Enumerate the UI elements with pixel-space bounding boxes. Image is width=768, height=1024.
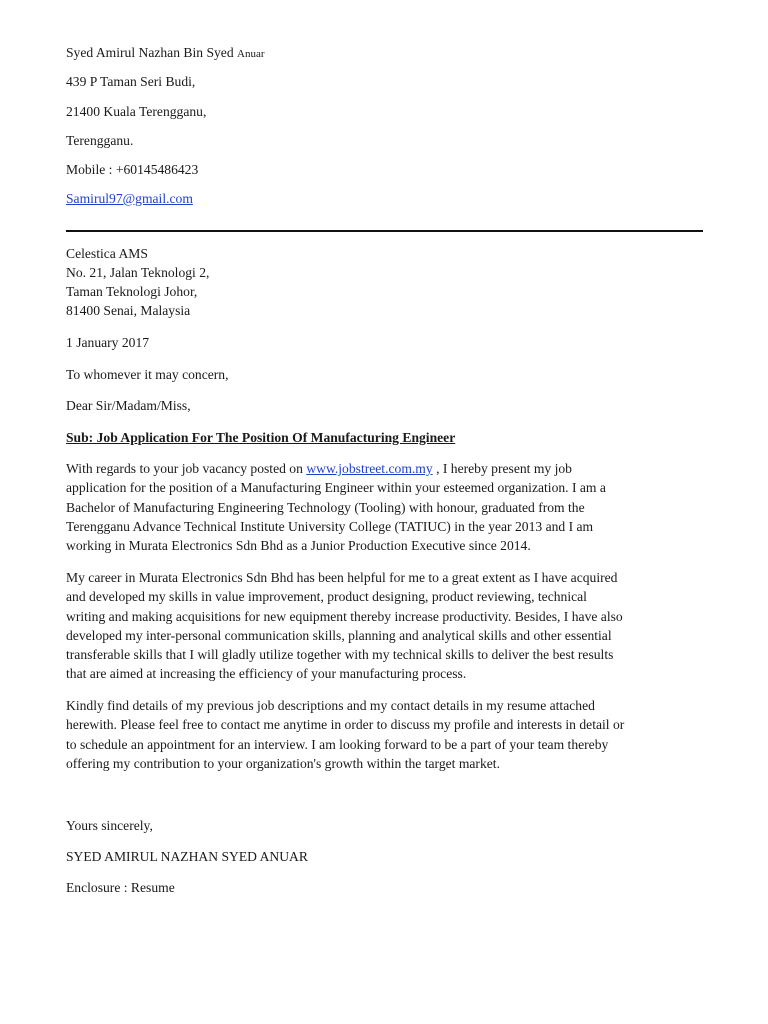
paragraph-2-line: My career in Murata Electronics Sdn Bhd has been helpful for me to a great extent as I have acquired — [66, 570, 618, 585]
paragraph-2-line: transferable skills that I will gladly utilize together with my technical skills to deliver the best results — [66, 647, 614, 663]
paragraph-3-line: herewith. Please feel free to contact me anytime in order to discuss my profile and interests in detail or — [66, 717, 625, 733]
paragraph-2-line: developed my inter-personal communication skills, planning and analytical skills and other essential — [66, 627, 612, 643]
jobstreet-link[interactable]: www.jobstreet.com.my — [306, 461, 433, 476]
enclosure: Enclosure : Resume — [66, 880, 175, 895]
paragraph-1 — [66, 459, 706, 555]
paragraph-3-line: Kindly find details of my previous job descriptions and my contact details in my resume attached — [66, 698, 595, 713]
recipient-address-line2: Taman Teknologi Johor, — [66, 284, 198, 299]
letter-page — [66, 0, 706, 1024]
paragraph-3-line: to schedule an appointment for an interview. I am looking forward to be a part of your team thereby — [66, 736, 609, 752]
letter-date: 1 January 2017 — [66, 335, 150, 350]
paragraph-1-line: working in Murata Electronics Sdn Bhd as a Junior Production Executive since 2014. — [66, 538, 531, 554]
paragraph-1-line: application for the position of a Manufacturing Engineer within your esteemed organization. I am a — [66, 480, 606, 496]
paragraph-2-line: that are aimed at increasing the efficiency of your manufacturing process. — [66, 666, 467, 682]
paragraph-1-line-0: With regards to your job vacancy posted on www.jobstreet.com.my , I hereby present my job — [66, 461, 572, 476]
salutation-general: To whomever it may concern, — [66, 367, 229, 382]
sender-address-line2: 21400 Kuala Terengganu, — [66, 104, 207, 119]
subject-line: Sub: Job Application For The Position Of Manufacturing Engineer — [66, 430, 456, 445]
sender-name: Syed Amirul Nazhan Bin Syed Anuar — [66, 45, 265, 60]
salutation-dear: Dear Sir/Madam/Miss, — [66, 398, 191, 413]
signature-name: SYED AMIRUL NAZHAN SYED ANUAR — [66, 849, 308, 864]
sender-email-link[interactable]: Samirul97@gmail.com — [66, 191, 193, 206]
recipient-address-line3: 81400 Senai, Malaysia — [66, 303, 191, 318]
sender-address-line3: Terengganu. — [66, 133, 134, 148]
paragraph-2-line: and developed my skills in value improvement, product designing, product reviewing, technical — [66, 589, 587, 605]
closing: Yours sincerely, — [66, 818, 153, 833]
paragraph-3-line: offering my contribution to your organization's growth within the target market. — [66, 755, 500, 771]
recipient-address-line1: No. 21, Jalan Teknologi 2, — [66, 265, 210, 280]
paragraph-2 — [66, 568, 706, 684]
header-divider — [66, 230, 703, 232]
paragraph-1-line: Bachelor of Manufacturing Engineering Technology (Tooling) with honour, graduated from the — [66, 499, 585, 515]
paragraph-1-line: Terengganu Advance Technical Institute University College (TATIUC) in the year 2013 and I am — [66, 518, 594, 534]
paragraph-3 — [66, 696, 706, 773]
recipient-company: Celestica AMS — [66, 246, 148, 261]
sender-address-line1: 439 P Taman Seri Budi, — [66, 74, 196, 89]
paragraph-2-line: writing and making acquisitions for new equipment thereby increase productivity. Besides, I have also — [66, 608, 623, 624]
sender-mobile: Mobile : +60145486423 — [66, 162, 199, 177]
